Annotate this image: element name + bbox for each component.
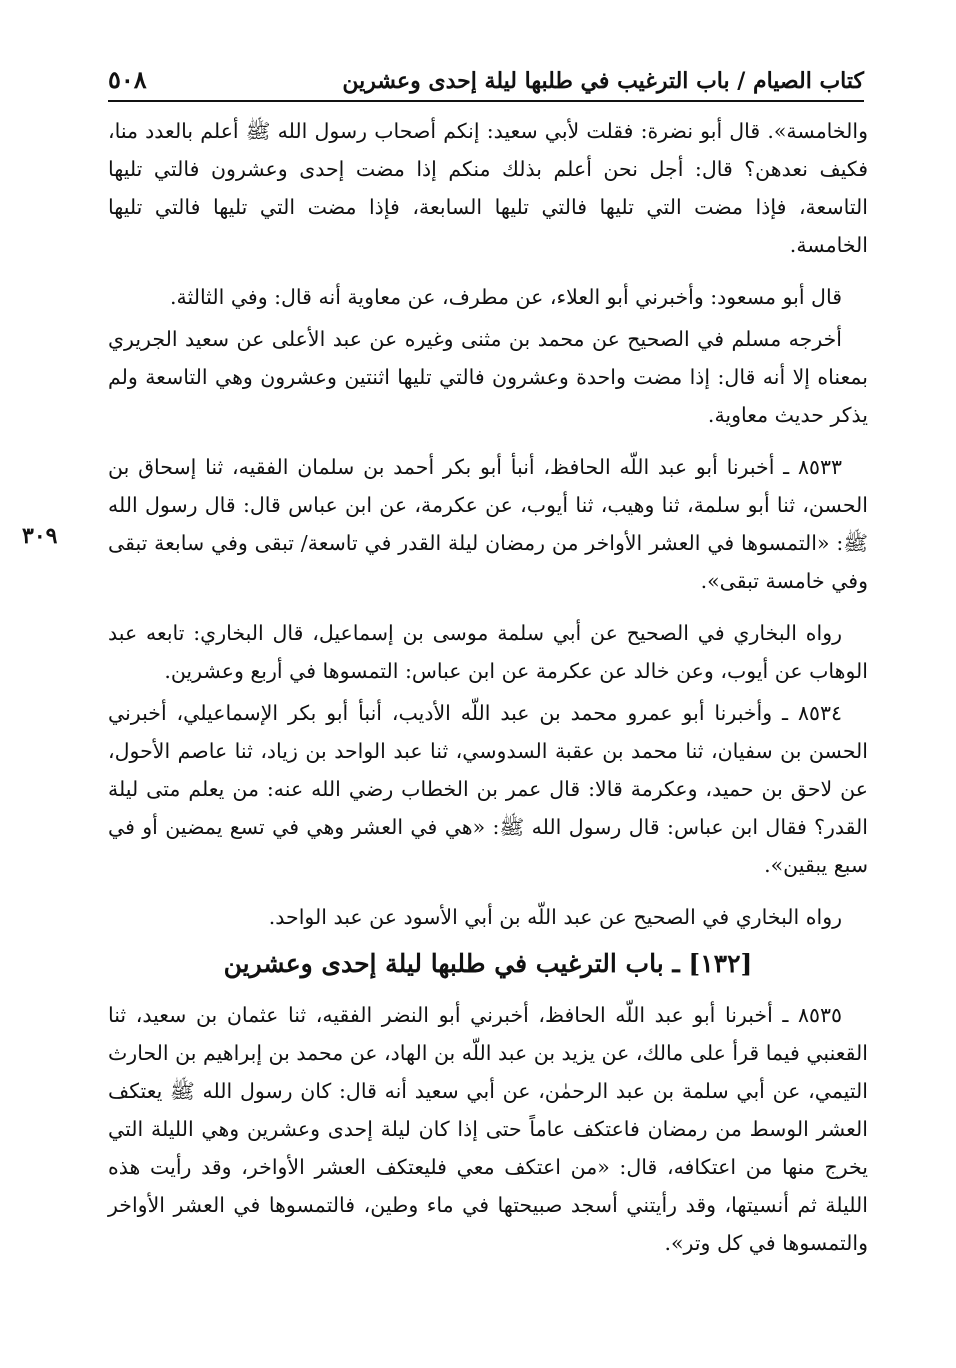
page-header: [108, 52, 864, 102]
running-title: كتاب الصيام / باب الترغيب في طلبها ليلة إحدى وعشرين: [342, 68, 864, 94]
margin-volume-page-note: ٣٠٩: [22, 523, 58, 549]
main-text: [108, 112, 868, 1266]
chapter-heading: [١٣٢] ـ باب الترغيب في طلبها ليلة إحدى وعشرين: [223, 949, 753, 978]
paragraph-continuation: والخامسة». قال أبو نضرة: فقلت لأبي سعيد: إنكم أصحاب رسول الله ﷺ أعلم بالعدد منا، فكيف نعدهن؟ قال: أجل نحن أعلم بذلك منكم إذا مضت إحدى وعشرون فالتي تليها التاسعة، فإذا مضت التي تليها فالتي تليها السابعة، فإذا مضت التي تليها فالتي تليها الخامسة.: [108, 119, 868, 257]
hadith-8535: ٨٥٣٥ ـ أخبرنا أبو عبد اللّه الحافظ، أخبرني أبو النضر الفقيه، ثنا عثمان بن سعيد، ثنا القعنبي فيما قرأ على مالك، عن يزيد بن عبد اللّه بن الهاد، عن محمد بن إبراهيم بن الحارث التيمي، عن أبي سلمة بن عبد الرحمٰن، عن أبي سعيد أنه قال: كان رسول الله ﷺ يعتكف العشر الوسط من رمضان فاعتكف عاماً حتى إذا كان ليلة إحدى وعشرين وهي الليلة التي يخرج منها من اعتكافه، قال: «من اعتكف معي فليعتكف العشر الأواخر، وقد رأيت هذه الليلة ثم أنسيتها، وقد رأيتني أسجد صبيحتها في ماء وطين، فالتمسوها في العشر الأواخر والتمسوها في كل وتر».: [108, 1003, 868, 1255]
page-number: ٥٠٨: [108, 65, 147, 94]
hadith-8533: ٨٥٣٣ ـ أخبرنا أبو عبد اللّه الحافظ، أنبأ أبو بكر أحمد بن سلمان الفقيه، ثنا إسحاق بن الحسن، ثنا أبو سلمة، ثنا وهيب، ثنا أيوب، عن عكرمة، عن ابن عباس قال: قال رسول الله ﷺ: «التمسوها في العشر الأواخر من رمضان ليلة القدر في تاسعة/ تبقى وفي سابعة تبقى وفي خامسة تبقى».: [108, 455, 868, 593]
paragraph-muslim-reference: أخرجه مسلم في الصحيح عن محمد بن مثنى وغيره عن عبد الأعلى عن سعيد الجريري بمعناه إلا أنه قال: إذا مضت واحدة وعشرون فالتي تليها اثنتين وعشرون وهي التاسعة ولم يذكر حديث معاوية.: [108, 327, 868, 427]
hadith-8534: ٨٥٣٤ ـ وأخبرنا أبو عمرو محمد بن عبد اللّه الأديب، أنبأ أبو بكر الإسماعيلي، أخبرني الحسن بن سفيان، ثنا محمد بن عقبة السدوسي، ثنا عبد الواحد بن زياد، ثنا عاصم الأحول، عن لاحق بن حميد، وعكرمة قالا: قال عمر بن الخطاب رضي الله عنه: من يعلم متى ليلة القدر؟ فقال ابن عباس: قال رسول الله ﷺ: «هي في العشر وهي في تسع يمضين أو في سبع يبقين».: [108, 701, 868, 877]
paragraph-bukhari-reference-2: رواه البخاري في الصحيح عن عبد اللّه بن أبي الأسود عن عبد الواحد.: [268, 905, 842, 929]
paragraph-bukhari-reference-1: رواه البخاري في الصحيح عن أبي سلمة موسى بن إسماعيل، قال البخاري: تابعه عبد الوهاب عن أيوب، وعن خالد عن عكرمة عن ابن عباس: التمسوها في أربع وعشرين.: [108, 621, 868, 683]
paragraph-abu-masud: قال أبو مسعود: وأخبرني أبو العلاء، عن مطرف، عن معاوية أنه قال: وفي الثالثة.: [170, 285, 842, 309]
